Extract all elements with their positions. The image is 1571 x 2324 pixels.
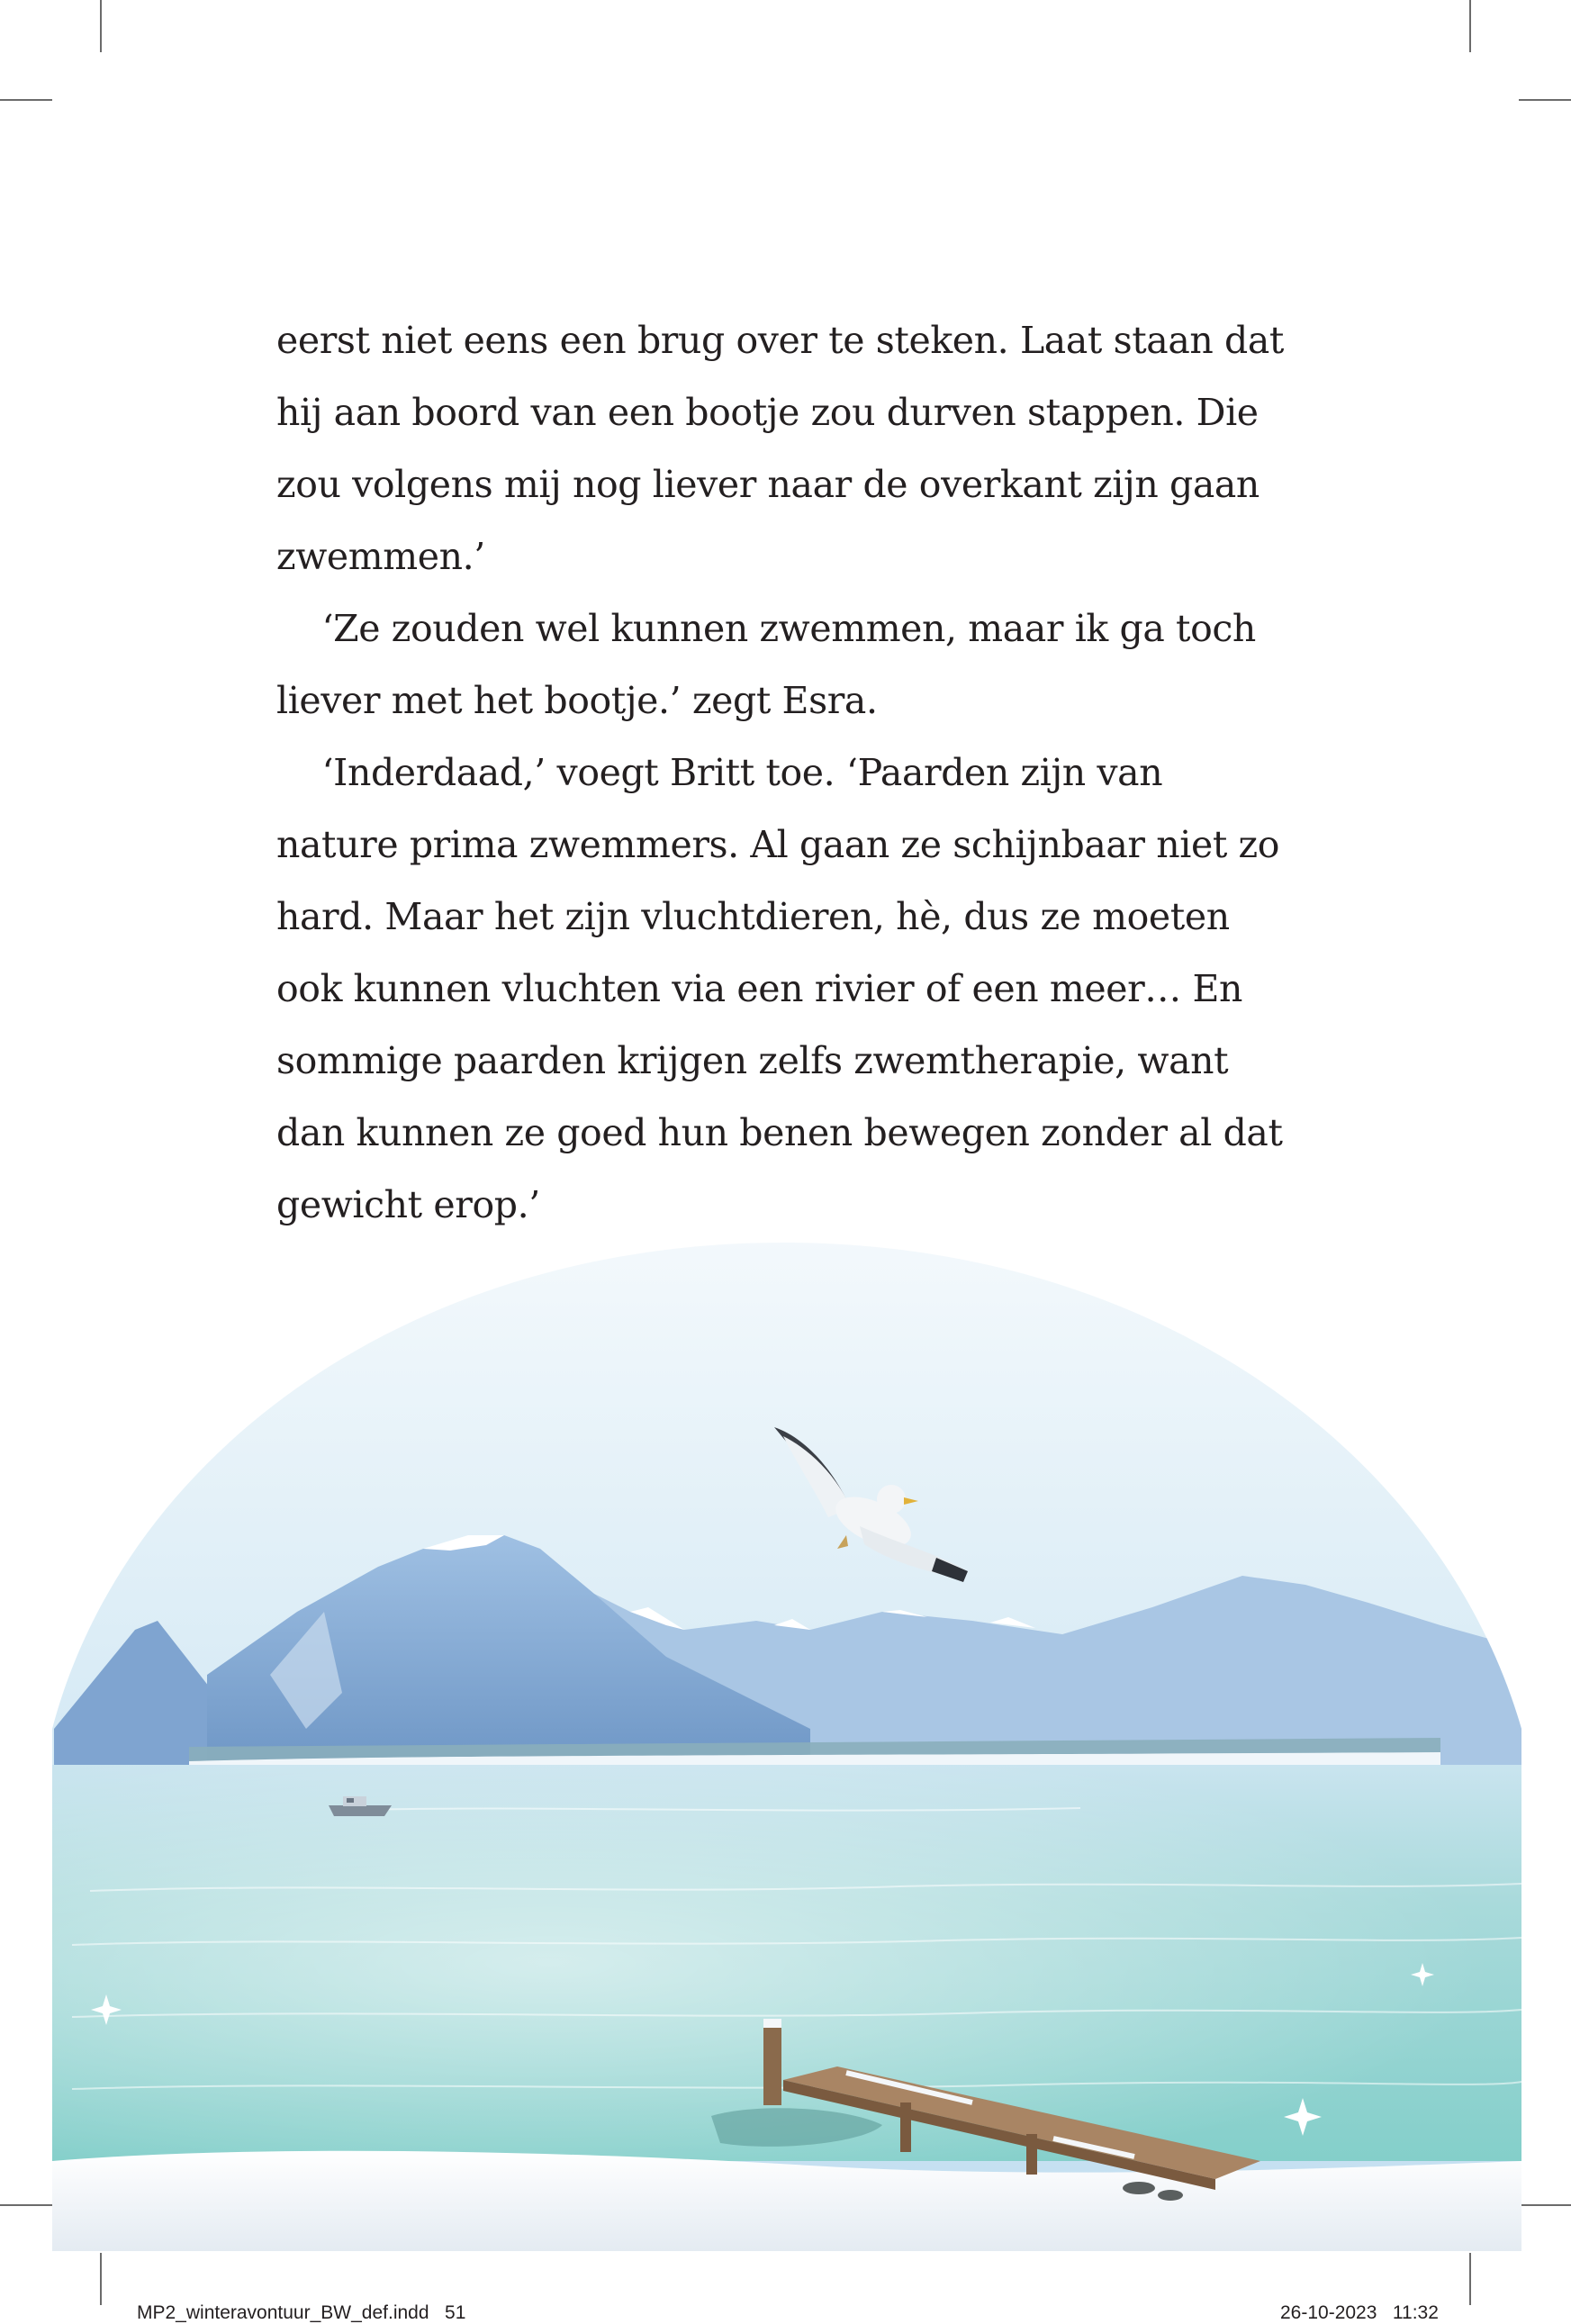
crop-mark-top-right-horizontal (1519, 99, 1571, 101)
light-glow (0, 1765, 1571, 2161)
text-line: hard. Maar het zijn vluchtdieren, hè, dus ze moeten (276, 895, 1230, 938)
crop-mark-bottom-right-vertical (1469, 2253, 1471, 2305)
text-line: hij aan boord van een bootje zou durven stappen. Die (276, 391, 1259, 434)
lake-illustration (0, 1225, 1571, 2251)
slug-date-time: 26-10-2023 11:32 (1280, 2302, 1439, 2323)
text-line: ‘Inderdaad,’ voegt Britt toe. ‘Paarden zijn van (276, 751, 1163, 794)
crop-mark-top-left-horizontal (0, 99, 52, 101)
slug-file-info: MP2_winteravontuur_BW_def.indd 51 (137, 2302, 466, 2323)
text-line: eerst niet eens een brug over te steken. Laat staan dat (276, 319, 1284, 362)
text-line: ook kunnen vluchten via een rivier of een meer… En (276, 967, 1243, 1010)
text-line: sommige paarden krijgen zelfs zwemtherapie, want (276, 1039, 1229, 1082)
text-line: zou volgens mij nog liever naar de overkant zijn gaan (276, 463, 1260, 506)
text-line: zwemmen.’ (276, 535, 485, 578)
text-line: dan kunnen ze goed hun benen bewegen zonder al dat (276, 1111, 1283, 1154)
body-text (276, 304, 1303, 1241)
text-line: gewicht erop.’ (276, 1183, 540, 1226)
crop-mark-top-right-vertical (1469, 0, 1471, 52)
text-line: liever met het bootje.’ zegt Esra. (276, 679, 878, 722)
text-line: nature prima zwemmers. Al gaan ze schijnbaar niet zo (276, 823, 1280, 866)
crop-mark-top-left-vertical (100, 0, 102, 52)
text-line: ‘Ze zouden wel kunnen zwemmen, maar ik ga toch (276, 607, 1256, 650)
crop-mark-bottom-left-vertical (100, 2253, 102, 2305)
